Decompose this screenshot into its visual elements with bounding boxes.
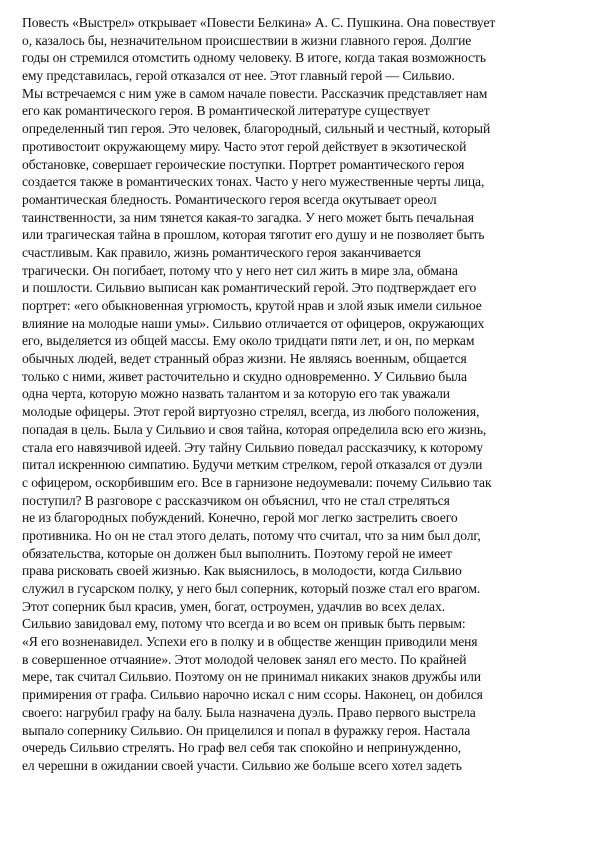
text-line: его, выделяется из общей массы. Ему около тридцати пяти лет, и он, по меркам: [22, 333, 475, 349]
text-line: права рисковать своей жизнью. Как выяснилось, в молодости, когда Сильвио: [22, 563, 462, 579]
document-text: [22, 14, 578, 792]
text-line: годы он стремился отомстить одному человеку. В итоге, когда такая возможность: [22, 50, 486, 66]
text-line: только с ними, живет расточительно и скудно одновременно. У Сильвио была: [22, 368, 467, 384]
text-line: с офицером, оскорбившим его. Все в гарнизоне недоумевали: почему Сильвио так: [22, 474, 492, 490]
text-line: примирения от графа. Сильвио нарочно искал с ним ссоры. Наконец, он добился: [22, 687, 483, 703]
text-line: выпало сопернику Сильвио. Он прицелился и попал в фуражку героя. Настала: [22, 722, 471, 738]
text-line: [22, 775, 578, 793]
text-line: стала его навязчивой идеей. Эту тайну Сильвио поведал рассказчику, к которому: [22, 439, 483, 455]
text-line: или трагическая тайна в прошлом, которая тяготит его душу и не позволяет быть: [22, 227, 485, 243]
text-line: попадая в цель. Была у Сильвио и своя тайна, которая определила всю его жизнь,: [22, 421, 487, 437]
text-line: романтическая бледность. Романтического героя всегда окутывает ореол: [22, 191, 437, 207]
text-line: портрет: «его обыкновенная угрюмость, крутой нрав и злой язык имели сильное: [22, 298, 482, 313]
text-line: обязательства, которые он должен был выполнить. Поэтому герой не имеет: [22, 545, 452, 561]
text-line: счастливым. Как правило, жизнь романтического героя заканчивается: [22, 244, 421, 260]
text-line: не из благородных побуждений. Конечно, герой мог легко застрелить своего: [22, 510, 458, 526]
text-line: создается также в романтических тонах. Часто у него мужественные черты лица,: [22, 174, 485, 190]
text-line: обычных людей, ведет странный образ жизни. Не являясь военным, общается: [22, 351, 467, 367]
text-line: и пошлости. Сильвио выписан как романтический герой. Это подтверждает его: [22, 280, 477, 296]
text-line: молодые офицеры. Этот герой виртуозно стрелял, всегда, из любого положения,: [22, 404, 480, 420]
text-line: Сильвио завидовал ему, потому что всегда и во всем он привык быть первым:: [22, 616, 466, 632]
text-line: поступил? В разговоре с рассказчиком он объяснил, что не стал стреляться: [22, 492, 450, 508]
text-line: ел черешни в ожидании своей участи. Сильвио же больше всего хотел задеть: [22, 757, 462, 773]
text-line: своего: нагрубил графу на балу. Была назначена дуэль. Право первого выстрела: [22, 704, 476, 720]
text-line: влияние на молодые наши умы». Сильвио отличается от офицеров, окружающих: [22, 315, 485, 331]
text-line: служил в гусарском полку, у него был соперник, который позже стал его врагом.: [22, 581, 481, 596]
text-line: противника. Но он не стал этого делать, потому что считал, что за ним был долг,: [22, 527, 481, 543]
text-line: ему представилась, герой отказался от нее. Этот главный герой — Сильвио.: [22, 68, 455, 84]
text-line: определенный тип героя. Это человек, благородный, сильный и честный, который: [22, 121, 491, 137]
text-line: его как романтического героя. В романтической литературе существует: [22, 103, 430, 119]
text-line: о, казалось бы, незначительном происшествии в жизни главного героя. Долгие: [22, 32, 472, 48]
text-line: мере, так считал Сильвио. Поэтому он не принимал никаких знаков дружбы или: [22, 669, 481, 685]
text-line: Повесть «Выстрел» открывает «Повести Белкина» А. С. Пушкина. Она повествует: [22, 15, 496, 30]
text-line: Этот соперник был красив, умен, богат, остроумен, удачлив во всех делах.: [22, 598, 445, 614]
text-line: одна черта, которую можно назвать талантом и за которую его так уважали: [22, 386, 450, 402]
text-line: Мы встречаемся с ним уже в самом начале повести. Рассказчик представляет нам: [22, 85, 488, 101]
text-line: таинственности, за ним тянется какая-то загадка. У него может быть печальная: [22, 209, 474, 225]
document-page: [22, 14, 578, 792]
text-line: в совершенное отчаяние». Этот молодой человек занял его место. По крайней: [22, 651, 467, 667]
text-line: «Я его возненавидел. Успехи его в полку и в обществе женщин приводили меня: [22, 634, 478, 650]
text-line: противостоит окружающему миру. Часто этот герой действует в экзотической: [22, 138, 467, 154]
text-line: питал искреннюю симпатию. Будучи метким стрелком, герой отказался от дуэли: [22, 457, 483, 473]
text-line: трагически. Он погибает, потому что у него нет сил жить в мире зла, обмана: [22, 262, 458, 278]
text-line: обстановке, совершает героические поступки. Портрет романтического героя: [22, 156, 465, 172]
text-line: очередь Сильвио стрелять. Но граф вел себя так спокойно и непринужденно,: [22, 740, 462, 756]
